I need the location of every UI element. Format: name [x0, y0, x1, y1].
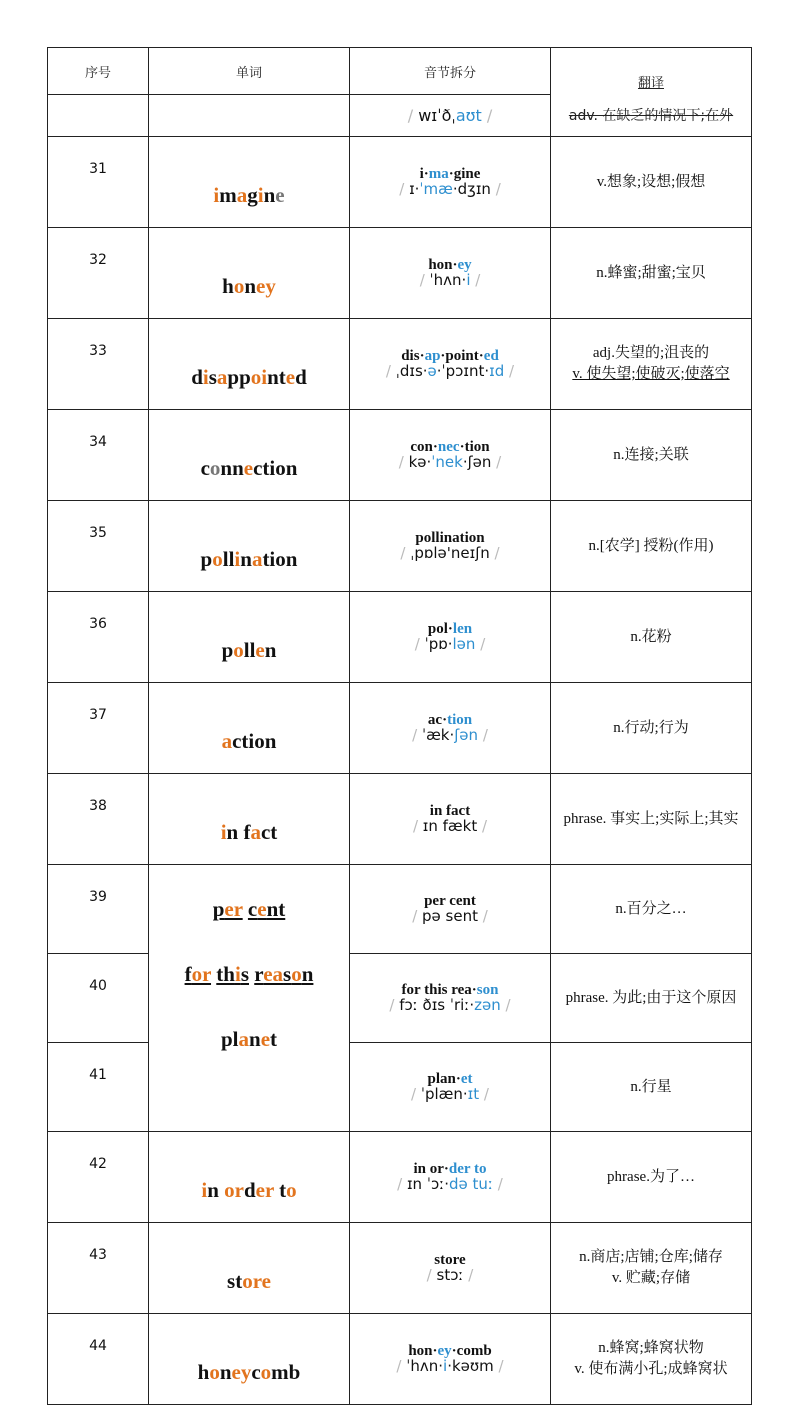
- translation-cell: n.连接;关联: [551, 410, 752, 501]
- translation-cell: n.蜂窝;蜂窝状物 v. 使布满小孔;成蜂窝状: [551, 1314, 752, 1405]
- table-row: [48, 865, 752, 954]
- word-planet: planet: [220, 1027, 278, 1051]
- table-row: [48, 319, 752, 410]
- row-number: 41: [48, 1043, 149, 1132]
- row-number: 38: [48, 774, 149, 865]
- syllable-cell: plan·et / ˈplæn·ɪt /: [350, 1043, 551, 1132]
- row-number: 42: [48, 1132, 149, 1223]
- translation-cell: n.[农学] 授粉(作用): [551, 501, 752, 592]
- merged-word-cell: [149, 865, 350, 1132]
- word-cell: pollination: [149, 501, 350, 592]
- row-number: 34: [48, 410, 149, 501]
- row-number: 35: [48, 501, 149, 592]
- word-cell: in order to: [149, 1132, 350, 1223]
- translation-cell: n.蜂蜜;甜蜜;宝贝: [551, 228, 752, 319]
- row-number: 31: [48, 137, 149, 228]
- row-number: 32: [48, 228, 149, 319]
- syllable-cell: ac·tion / ˈæk·ʃən /: [350, 683, 551, 774]
- carry-translation: adv. 在缺乏的情况下;在外: [568, 107, 734, 124]
- row-number: 43: [48, 1223, 149, 1314]
- translation-cell: n.行星: [551, 1043, 752, 1132]
- word-cell: action: [149, 683, 350, 774]
- word-cell: honeycomb: [149, 1314, 350, 1405]
- word-cell: pollen: [149, 592, 350, 683]
- word-for-this-reason: for this reason: [184, 962, 314, 986]
- header-row: [48, 48, 752, 95]
- syllable-cell: hon·ey·comb / ˈhʌn·i·kəʊm /: [350, 1314, 551, 1405]
- syllable-cell: pollination / ˌpɒlə'neɪʃn /: [350, 501, 551, 592]
- syllable-cell: in fact / ɪn fækt /: [350, 774, 551, 865]
- table-row: [48, 1223, 752, 1314]
- translation-cell: n.花粉: [551, 592, 752, 683]
- row-number: 33: [48, 319, 149, 410]
- word-cell: store: [149, 1223, 350, 1314]
- table-row: [48, 1132, 752, 1223]
- syllable-cell: for this rea·son / fɔː ðɪs ˈriː·zən /: [350, 954, 551, 1043]
- row-number: 36: [48, 592, 149, 683]
- syllable-cell: hon·ey / ˈhʌn·i /: [350, 228, 551, 319]
- translation-cell: phrase. 为此;由于这个原因: [551, 954, 752, 1043]
- syllable-cell: i·ma·gine / ɪ·ˈmæ·dʒɪn /: [350, 137, 551, 228]
- word-cell: imagine: [149, 137, 350, 228]
- header-syllable: 音节拆分: [350, 48, 551, 95]
- table-row: [48, 137, 752, 228]
- syllable-cell: in or·der to / ɪn ˈɔː·də tuː /: [350, 1132, 551, 1223]
- table-row: [48, 228, 752, 319]
- translation-cell: n.商店;店铺;仓库;储存 v. 贮藏;存储: [551, 1223, 752, 1314]
- table-row: [48, 592, 752, 683]
- row-number: 44: [48, 1314, 149, 1405]
- translation-cell: phrase. 事实上;实际上;其实: [551, 774, 752, 865]
- translation-cell: adj.失望的;沮丧的 v. 使失望;使破灭;使落空: [551, 319, 752, 410]
- syllable-cell: per cent / pə sent /: [350, 865, 551, 954]
- word-cell: disappointed: [149, 319, 350, 410]
- table-row: [48, 1314, 752, 1405]
- table-row: [48, 683, 752, 774]
- translation-cell: v.想象;设想;假想: [551, 137, 752, 228]
- carry-phonetic: / wɪˈðˌaʊt /: [350, 95, 551, 137]
- syllable-cell: store / stɔː /: [350, 1223, 551, 1314]
- table-row: [48, 501, 752, 592]
- syllable-cell: con·nec·tion / kə·ˈnek·ʃən /: [350, 410, 551, 501]
- translation-cell: n.行动;行为: [551, 683, 752, 774]
- row-number: 39: [48, 865, 149, 954]
- table-row: [48, 410, 752, 501]
- header-no: 序号: [48, 48, 149, 95]
- header-word: 单词: [149, 48, 350, 95]
- word-per-cent: per cent: [212, 897, 286, 921]
- word-cell: in fact: [149, 774, 350, 865]
- word-cell: honey: [149, 228, 350, 319]
- vocabulary-table: [47, 47, 752, 1405]
- translation-cell: n.百分之…: [551, 865, 752, 954]
- syllable-cell: pol·len / ˈpɒ·lən /: [350, 592, 551, 683]
- table-row: [48, 774, 752, 865]
- word-cell: connection: [149, 410, 350, 501]
- syllable-cell: dis·ap·point·ed / ˌdɪs·ə·ˈpɔɪnt·ɪd /: [350, 319, 551, 410]
- header-translation: 翻译 adv. 在缺乏的情况下;在外: [551, 48, 752, 137]
- row-number: 37: [48, 683, 149, 774]
- translation-cell: phrase.为了…: [551, 1132, 752, 1223]
- row-number: 40: [48, 954, 149, 1043]
